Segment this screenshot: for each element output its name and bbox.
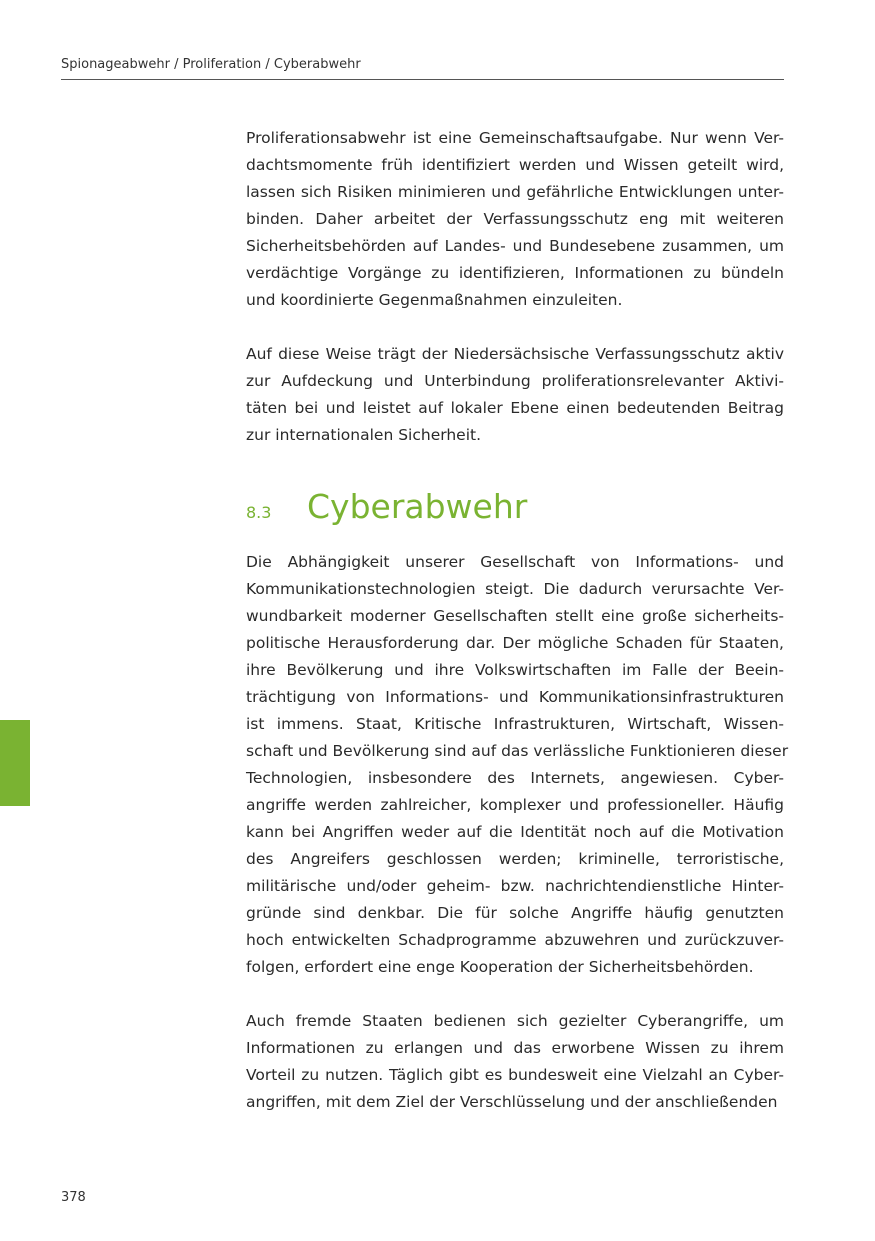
text-line: lassen sich Risiken minimieren und gefährliche Entwicklungen unter- — [246, 183, 784, 201]
text-line: Vorteil zu nutzen. Täglich gibt es bundesweit eine Vielzahl an Cyber- — [246, 1066, 784, 1084]
text-line: gründe sind denkbar. Die für solche Angriffe häufig genutzten — [246, 904, 784, 922]
text-line: angriffen, mit dem Ziel der Verschlüsselung und der anschließenden — [246, 1093, 778, 1111]
page-number: 378 — [61, 1190, 86, 1205]
chapter-side-tab — [0, 720, 30, 806]
text-line: Technologien, insbesondere des Internets, angewiesen. Cyber- — [246, 769, 784, 787]
text-line: und koordinierte Gegenmaßnahmen einzuleiten. — [246, 291, 623, 309]
section-heading — [246, 487, 784, 527]
text-line: dachtsmomente früh identifiziert werden und Wissen geteilt wird, — [246, 156, 784, 174]
section-number: 8.3 — [246, 503, 272, 522]
text-line: Auch fremde Staaten bedienen sich gezielter Cyberangriffe, um — [246, 1012, 784, 1030]
running-header: Spionageabwehr / Proliferation / Cyberabwehr — [61, 57, 361, 72]
text-line: ist immens. Staat, Kritische Infrastrukturen, Wirtschaft, Wissen- — [246, 715, 784, 733]
text-line: zur Aufdeckung und Unterbindung proliferationsrelevanter Aktivi- — [246, 372, 784, 390]
header-rule — [61, 79, 784, 80]
paragraph-gap — [246, 314, 784, 341]
text-line: zur internationalen Sicherheit. — [246, 426, 482, 444]
text-line: Kommunikationstechnologien steigt. Die dadurch verursachte Ver- — [246, 580, 784, 598]
paragraph-proliferation-summary — [246, 341, 784, 449]
paragraph-gap — [246, 981, 784, 1008]
text-line: wundbarkeit moderner Gesellschaften stellt eine große sicherheits- — [246, 607, 784, 625]
paragraph-proliferation-cooperation — [246, 125, 784, 314]
text-line: Informationen zu erlangen und das erworbene Wissen zu ihrem — [246, 1039, 784, 1057]
section-title: Cyberabwehr — [307, 487, 528, 526]
text-line: hoch entwickelten Schadprogramme abzuwehren und zurückzuver- — [246, 931, 784, 949]
text-line: folgen, erfordert eine enge Kooperation der Sicherheitsbehörden. — [246, 958, 754, 976]
main-column — [246, 125, 789, 1116]
text-line: kann bei Angriffen weder auf die Identität noch auf die Motivation — [246, 823, 784, 841]
text-line: binden. Daher arbeitet der Verfassungsschutz eng mit weiteren — [246, 210, 784, 228]
text-line: Auf diese Weise trägt der Niedersächsische Verfassungsschutz aktiv — [246, 345, 784, 363]
paragraph-foreign-cyberattacks — [246, 1008, 784, 1116]
text-line: des Angreifers geschlossen werden; kriminelle, terroristische, — [246, 850, 784, 868]
text-line: trächtigung von Informations- und Kommunikationsinfrastrukturen — [246, 688, 784, 706]
text-line: Sicherheitsbehörden auf Landes- und Bundesebene zusammen, um — [246, 237, 784, 255]
text-line: militärische und/oder geheim- bzw. nachrichtendienstliche Hinter- — [246, 877, 784, 895]
text-line: täten bei und leistet auf lokaler Ebene einen bedeutenden Beitrag — [246, 399, 784, 417]
text-line: Die Abhängigkeit unserer Gesellschaft von Informations- und — [246, 553, 784, 571]
text-line: Proliferationsabwehr ist eine Gemeinschaftsaufgabe. Nur wenn Ver- — [246, 129, 784, 147]
text-line: schaft und Bevölkerung sind auf das verlässliche Funktionieren dieser — [246, 742, 789, 760]
text-line: ihre Bevölkerung und ihre Volkswirtschaften im Falle der Beein- — [246, 661, 784, 679]
text-line: angriffe werden zahlreicher, komplexer und professioneller. Häufig — [246, 796, 784, 814]
text-line: politische Herausforderung dar. Der mögliche Schaden für Staaten, — [246, 634, 784, 652]
paragraph-cyber-dependency — [246, 549, 789, 981]
text-line: verdächtige Vorgänge zu identifizieren, Informationen zu bündeln — [246, 264, 784, 282]
